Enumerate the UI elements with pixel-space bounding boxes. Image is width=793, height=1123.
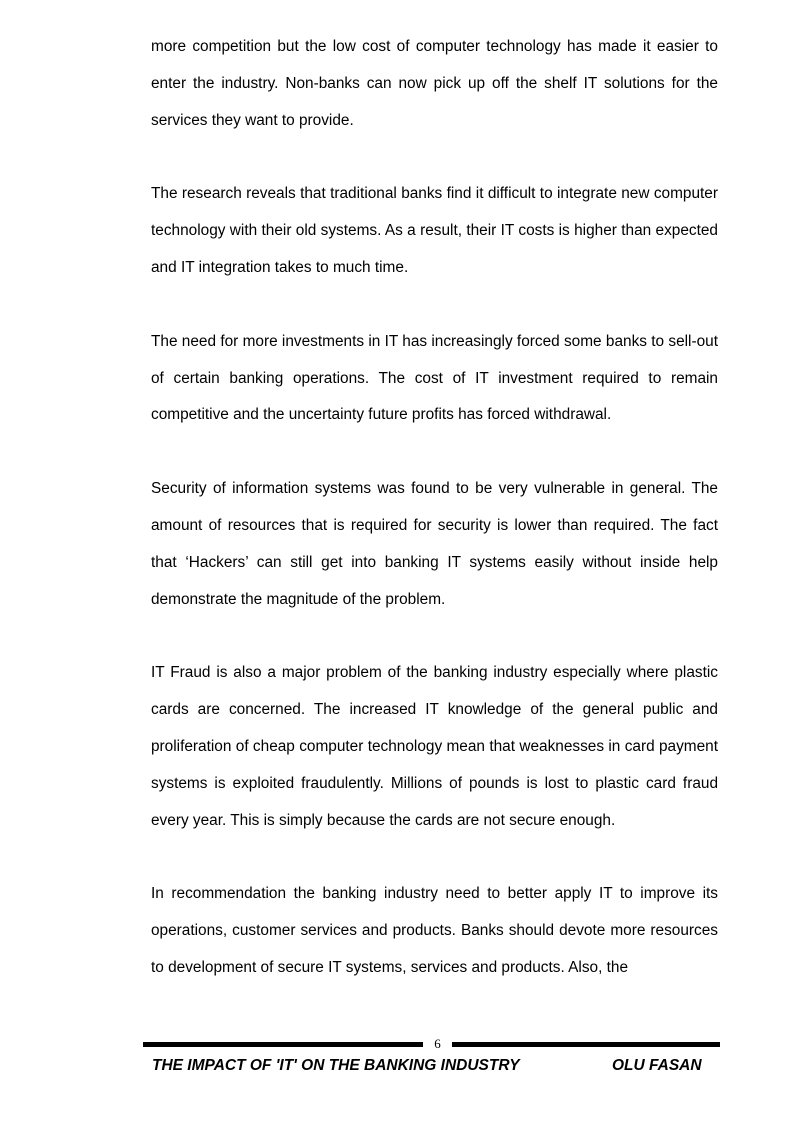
paragraph: more competition but the low cost of computer technology has made it easier to enter the industry. Non-banks can now pick up off the shelf IT solutions for the services they want to provide. — [151, 38, 718, 129]
paragraph: The need for more investments in IT has increasingly forced some banks to sell-out of certain banking operations. The cost of IT investment required to remain competitive and the uncertainty future profits has forced withdrawal. — [151, 332, 718, 424]
paragraph: The research reveals that traditional banks find it difficult to integrate new computer technology with their old systems. As a result, their IT costs is higher than expected and IT integration takes to much time. — [151, 185, 718, 276]
footer-rule-right — [452, 1042, 720, 1047]
footer-title: THE IMPACT OF 'IT' ON THE BANKING INDUSTRY — [152, 1057, 520, 1074]
paragraph: In recommendation the banking industry need to better apply IT to improve its operations, customer services and products. Banks should devote more resources to development of secure IT systems, services and products. Also, the — [151, 885, 718, 976]
footer-author: OLU FASAN — [612, 1057, 702, 1074]
document-body — [151, 29, 718, 1024]
paragraph: IT Fraud is also a major problem of the banking industry especially where plastic cards are concerned. The increased IT knowledge of the general public and proliferation of cheap computer technology mean that weaknesses in card payment systems is exploited fraudulently. Millions of pounds is lost to plastic card fraud every year. This is simply because the cards are not secure enough. — [151, 664, 718, 829]
page-number: 6 — [434, 1036, 441, 1051]
footer-rule-left — [143, 1042, 423, 1047]
paragraph: Security of information systems was found to be very vulnerable in general. The amount of resources that is required for security is lower than required. The fact that ‘Hackers’ can still get into banking IT systems easily without inside help demonstrate the magnitude of the problem. — [151, 480, 718, 608]
